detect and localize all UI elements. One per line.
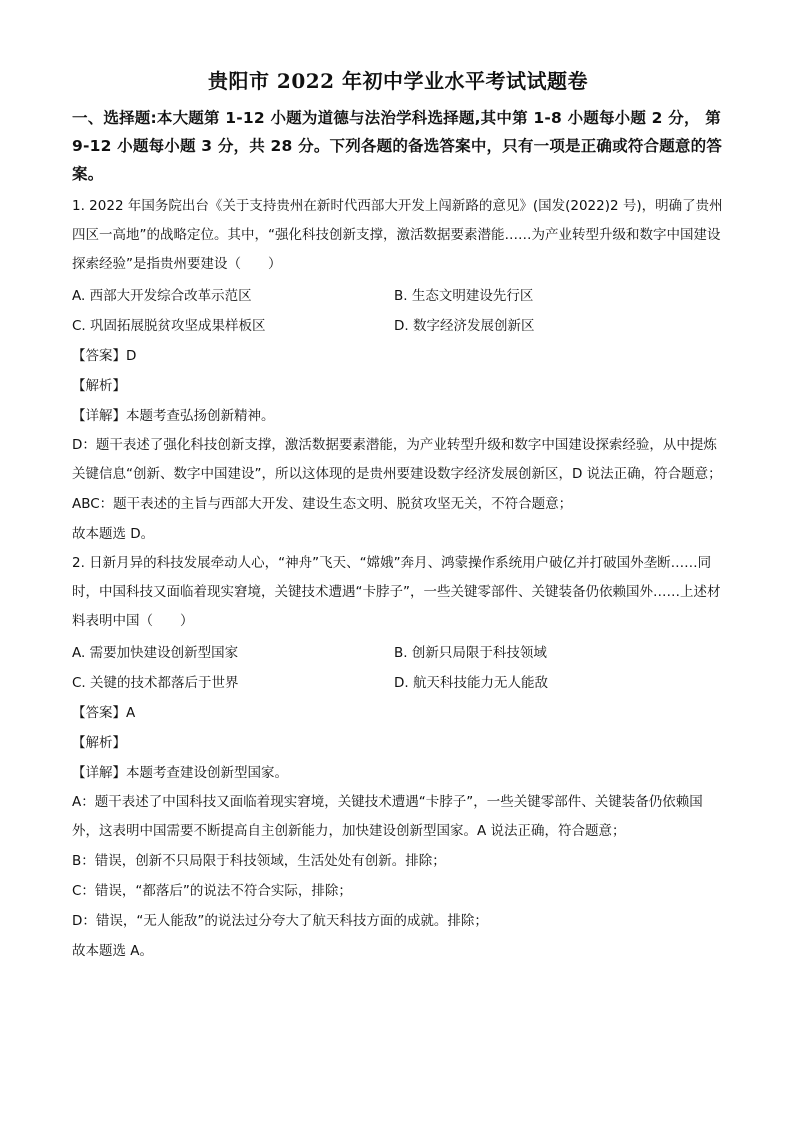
question-2-option-a: A. 需要加快建设创新型国家 (72, 645, 239, 661)
question-1-option-d: D. 数字经济发展创新区 (394, 318, 535, 334)
page-title: 贵阳市 2022 年初中学业水平考试试题卷 (207, 69, 589, 93)
question-2-explanation-d: D：错误，“无人能敌”的说法过分夸大了航天科技方面的成就。排除； (72, 913, 488, 929)
question-1-analysis-label: 【解析】 (72, 378, 126, 394)
question-1 (72, 192, 724, 549)
question-2-detail: 【详解】本题考查建设创新型国家。 (72, 765, 288, 781)
question-2-stem: 2. 日新月异的科技发展牵动人心，“神舟”飞天、“嫦娥”奔月、鸿蒙操作系统用户破亿并打破国外垄断……同时，中国科技又面临着现实窘境，关键技术遭遇“卡脖子”，一些关键零部件、关键装备仍依赖国外……上述材料表明中国（ ） (72, 555, 721, 629)
question-2 (72, 549, 724, 966)
question-1-stem: 1. 2022 年国务院出台《关于支持贵州在新时代西部大开发上闯新路的意见》(国发(2022)2 号)，明确了贵州四区一高地”的战略定位。其中，“强化科技创新支撑，激活数据要素潜能……为产业转型升级和数字中国建设探索经验”是指贵州要建设（ ） (72, 198, 723, 272)
question-2-explanation-c: C：错误，“都落后”的说法不符合实际，排除； (72, 883, 352, 899)
question-1-explanation-abc: ABC：题干表述的主旨与西部大开发、建设生态文明、脱贫攻坚无关，不符合题意； (72, 496, 573, 512)
question-2-explanation-b: B：错误，创新不只局限于科技领域，生活处处有创新。排除； (72, 853, 446, 869)
section-header: 一、选择题:本大题第 1-12 小题为道德与法治学科选择题,其中第 1-8 小题每小题 2 分， 第 9-12 小题每小题 3 分，共 28 分。下列各题的备选答案中，只有一项是正确或符合题意的答案。 (72, 109, 723, 183)
question-1-answer: 【答案】D (72, 348, 137, 364)
question-2-option-b: B. 创新只局限于科技领域 (394, 645, 547, 661)
question-2-explanation-a: A：题干表述了中国科技又面临着现实窘境，关键技术遭遇“卡脖子”，一些关键零部件、关键装备仍依赖国外，这表明中国需要不断提高自主创新能力，加快建设创新型国家。A 说法正确，符合题意； (72, 794, 703, 839)
question-1-option-a: A. 西部大开发综合改革示范区 (72, 288, 252, 304)
question-1-conclusion: 故本题选 D。 (72, 526, 155, 542)
question-1-detail: 【详解】本题考查弘扬创新精神。 (72, 408, 275, 424)
question-2-option-c: C. 关键的技术都落后于世界 (72, 675, 239, 691)
question-2-analysis-label: 【解析】 (72, 735, 126, 751)
question-2-answer: 【答案】A (72, 705, 136, 721)
question-1-explanation-d: D：题干表述了强化科技创新支撑，激活数据要素潜能，为产业转型升级和数字中国建设探索经验，从中提炼关键信息“创新、数字中国建设”，所以这体现的是贵州要建设数字经济发展创新区，D 说法正确，符合题意； (72, 437, 722, 482)
question-1-option-c: C. 巩固拓展脱贫攻坚成果样板区 (72, 318, 266, 334)
document-page (72, 66, 724, 966)
question-2-option-d: D. 航天科技能力无人能敌 (394, 675, 548, 691)
question-1-option-b: B. 生态文明建设先行区 (394, 288, 534, 304)
question-1-options (72, 281, 724, 341)
question-2-options (72, 638, 724, 698)
question-2-conclusion: 故本题选 A。 (72, 943, 154, 959)
